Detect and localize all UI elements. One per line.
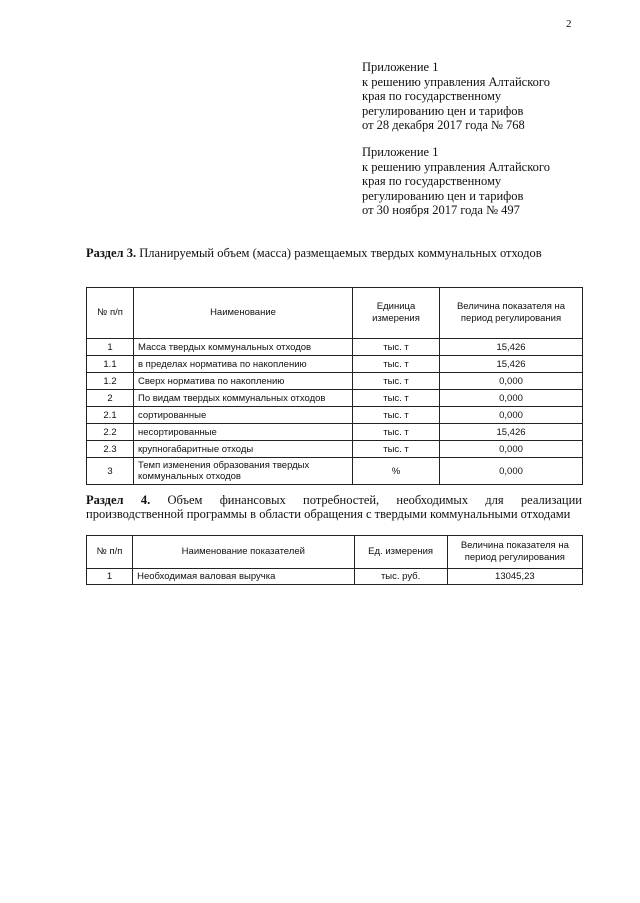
row-name: Необходимая валовая выручка [133, 569, 354, 585]
table-row [87, 339, 583, 356]
table-row [87, 390, 583, 407]
column-header-unit: Единица измерения [353, 288, 440, 339]
column-header-value: Величина показателя на период регулирования [440, 288, 583, 339]
column-header-value: Величина показателя на период регулирования [447, 536, 582, 569]
table-header-row [87, 536, 583, 569]
row-num: 1.1 [87, 356, 134, 373]
section3-heading [86, 246, 582, 260]
appendix-line: от 30 ноября 2017 года № 497 [362, 203, 520, 217]
row-value: 15,426 [440, 356, 583, 373]
column-header-unit: Ед. измерения [354, 536, 447, 569]
appendix-line: края по государственному [362, 89, 502, 103]
section4-lead: Раздел 4. [86, 493, 151, 507]
row-name: Масса твердых коммунальных отходов [134, 339, 353, 356]
row-num: 1 [87, 339, 134, 356]
row-value: 0,000 [440, 390, 583, 407]
row-unit: тыс. т [353, 339, 440, 356]
page-number: 2 [566, 18, 572, 30]
row-name: Сверх норматива по накоплению [134, 373, 353, 390]
column-header-name: Наименование показателей [133, 536, 354, 569]
row-unit: % [353, 458, 440, 485]
column-header-num: № п/п [87, 288, 134, 339]
table-row [87, 373, 583, 390]
table-header-row [87, 288, 583, 339]
row-unit: тыс. т [353, 407, 440, 424]
row-unit: тыс. т [353, 373, 440, 390]
column-header-name: Наименование [134, 288, 353, 339]
appendix-line: к решению управления Алтайского [362, 74, 550, 89]
appendix-line: края по государственному [362, 174, 502, 188]
row-num: 1 [87, 569, 133, 585]
appendix-line: Приложение 1 [362, 60, 439, 74]
row-value: 15,426 [440, 424, 583, 441]
appendix-note-previous [362, 145, 602, 218]
row-value: 0,000 [440, 441, 583, 458]
row-value: 0,000 [440, 458, 583, 485]
section3-table [86, 287, 583, 485]
section3-title: Планируемый объем (масса) размещаемых твердых коммунальных отходов [139, 246, 542, 260]
row-value: 15,426 [440, 339, 583, 356]
row-name: Темп изменения образования твердых коммунальных отходов [134, 458, 353, 485]
row-name: несортированные [134, 424, 353, 441]
table-row [87, 356, 583, 373]
row-unit: тыс. руб. [354, 569, 447, 585]
table-row [87, 407, 583, 424]
row-value: 0,000 [440, 373, 583, 390]
row-num: 2.2 [87, 424, 134, 441]
appendix-line: регулированию цен и тарифов [362, 188, 524, 203]
row-num: 3 [87, 458, 134, 485]
row-value: 0,000 [440, 407, 583, 424]
appendix-note-current [362, 60, 602, 133]
row-name: По видам твердых коммунальных отходов [134, 390, 353, 407]
appendix-line: регулированию цен и тарифов [362, 103, 524, 118]
table-row [87, 441, 583, 458]
table-row [87, 458, 583, 485]
section4-title: Объем финансовых потребностей, необходимых для реализации производственной программы в области обращения с твердыми коммунальными отходами [86, 493, 582, 521]
row-name: сортированные [134, 407, 353, 424]
row-unit: тыс. т [353, 424, 440, 441]
row-num: 2.1 [87, 407, 134, 424]
row-name: в пределах норматива по накоплению [134, 356, 353, 373]
section4-table [86, 535, 583, 585]
row-num: 1.2 [87, 373, 134, 390]
row-num: 2 [87, 390, 134, 407]
section3-lead: Раздел 3. [86, 246, 137, 260]
row-name: крупногабаритные отходы [134, 441, 353, 458]
section4-heading [86, 493, 582, 521]
row-unit: тыс. т [353, 390, 440, 407]
table-row [87, 569, 583, 585]
row-unit: тыс. т [353, 441, 440, 458]
row-num: 2.3 [87, 441, 134, 458]
appendix-line: от 28 декабря 2017 года № 768 [362, 118, 525, 132]
table-row [87, 424, 583, 441]
appendix-line: Приложение 1 [362, 145, 439, 159]
appendix-line: к решению управления Алтайского [362, 159, 550, 174]
row-value: 13045,23 [447, 569, 582, 585]
column-header-num: № п/п [87, 536, 133, 569]
row-unit: тыс. т [353, 356, 440, 373]
